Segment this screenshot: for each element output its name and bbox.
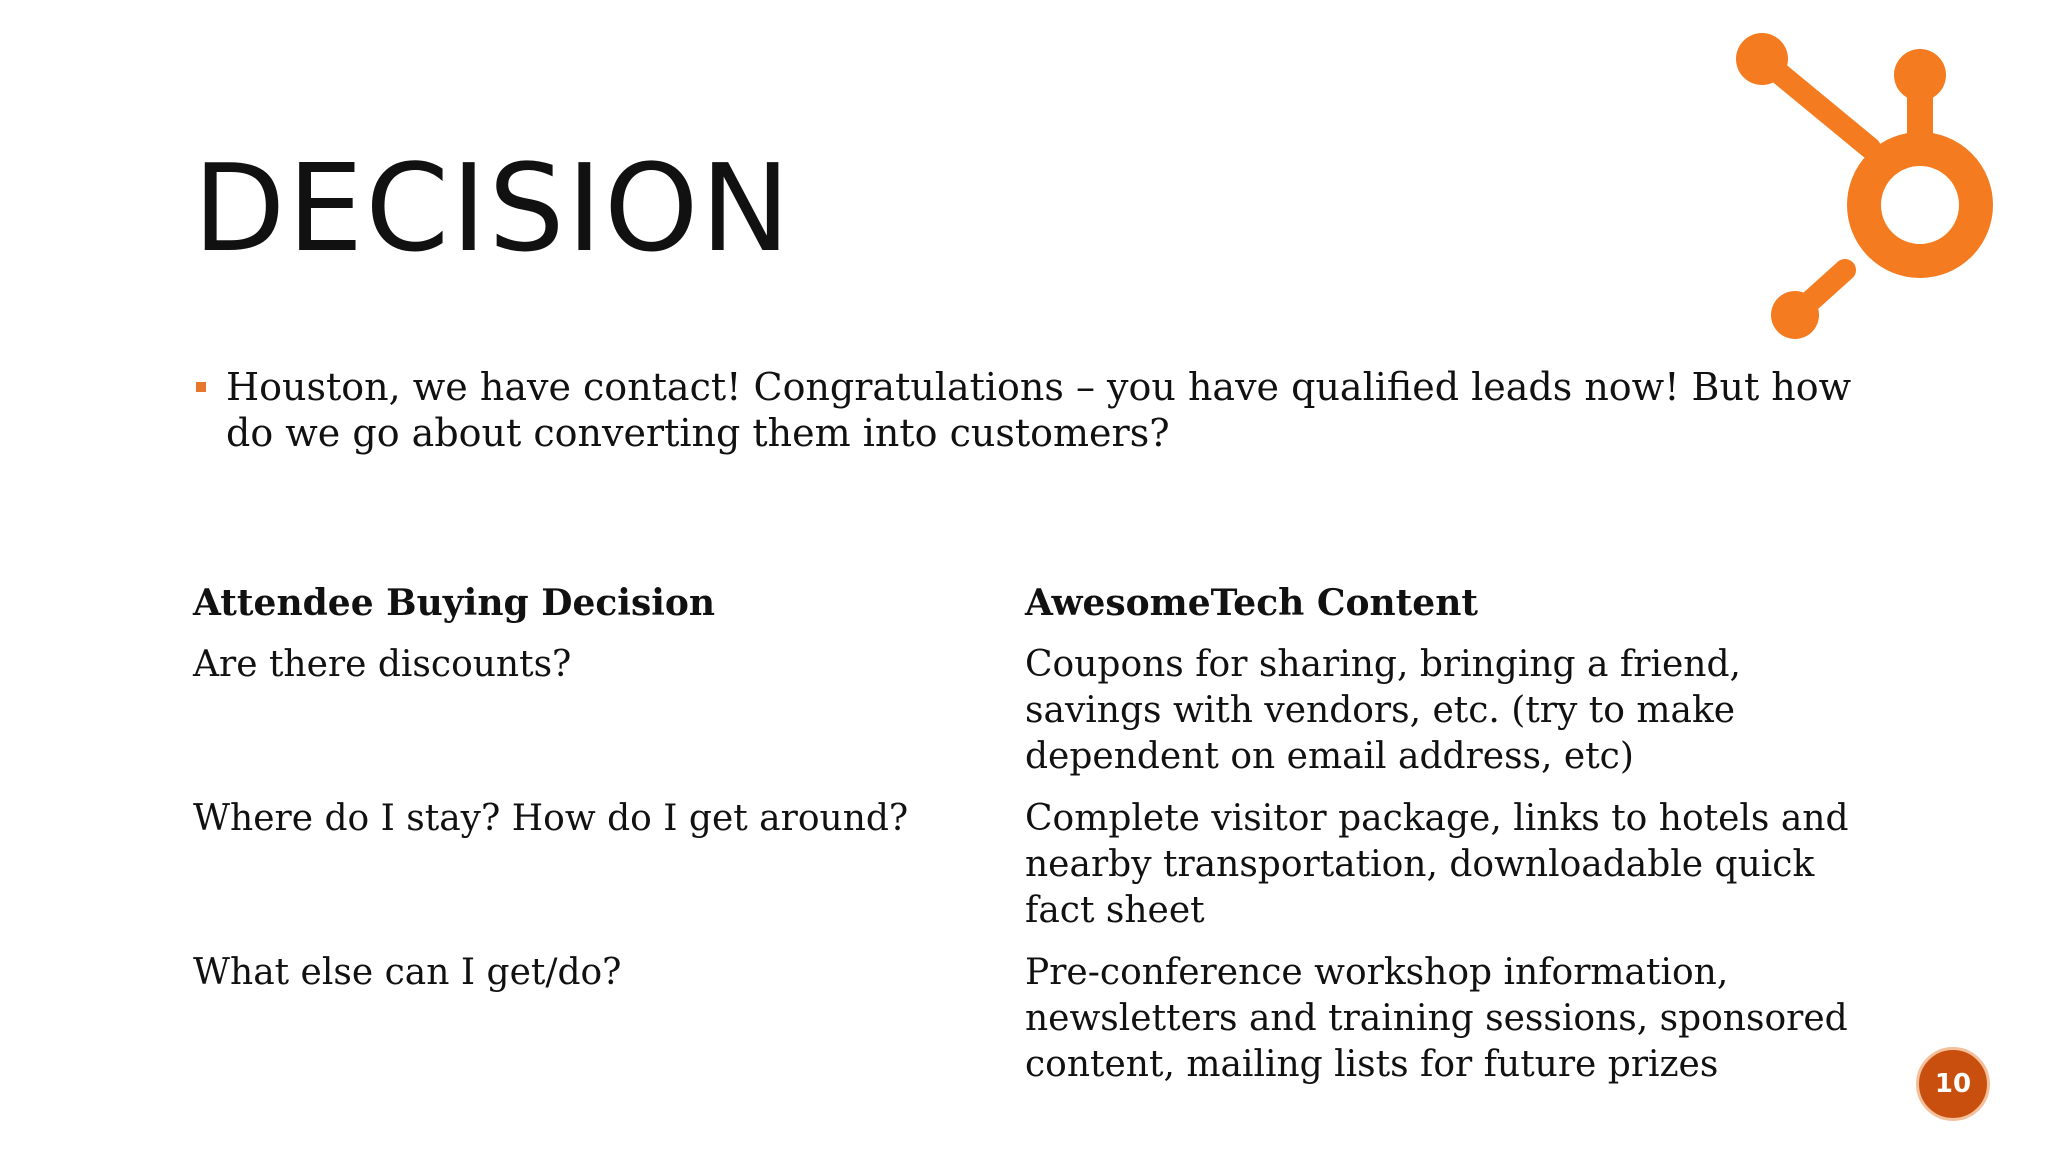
hubspot-sprocket-icon — [1720, 30, 2020, 340]
column-header-content: AwesomeTech Content — [1025, 582, 1479, 624]
table-header-row — [193, 580, 1873, 626]
table-row — [193, 950, 1873, 1088]
table-cell-content: Coupons for sharing, bringing a friend, savings with vendors, etc. (try to make dependent on email address, etc) — [1025, 644, 1741, 777]
slide-title: DECISION — [193, 140, 793, 279]
table-cell-content: Complete visitor package, links to hotels and nearby transportation, downloadable quick fact sheet — [1025, 798, 1849, 931]
table-row — [193, 796, 1873, 934]
table-cell-question: Are there discounts? — [193, 644, 572, 685]
table-row — [193, 642, 1873, 780]
table-cell-content: Pre-conference workshop information, newsletters and training sessions, sponsored content, mailing lists for future prizes — [1025, 952, 1848, 1085]
bullet-text: Houston, we have contact! Congratulations – you have qualified leads now! But how do we go about converting them into customers? — [226, 365, 1852, 455]
content-table — [193, 580, 1873, 1104]
table-cell-question: Where do I stay? How do I get around? — [193, 798, 909, 839]
table-cell-question: What else can I get/do? — [193, 952, 622, 993]
column-header-attendee: Attendee Buying Decision — [193, 582, 716, 624]
square-bullet-icon — [196, 382, 206, 392]
page-number-badge: 10 — [1916, 1047, 1990, 1121]
